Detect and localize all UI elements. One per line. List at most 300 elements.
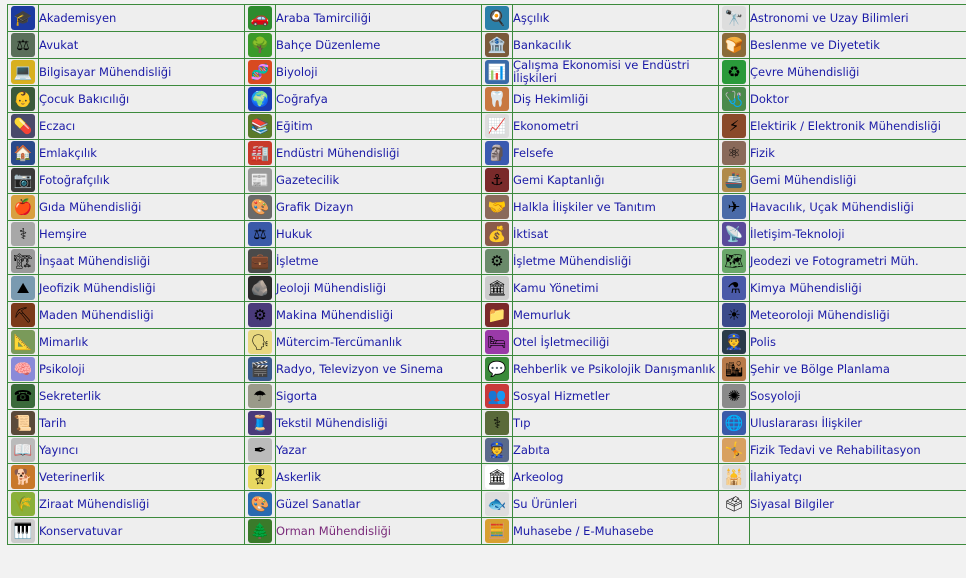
icon-cell [8,275,39,302]
profession-link[interactable]: Bankacılık [513,37,572,52]
doctor-icon[interactable]: 🩺 [722,87,746,111]
dentist-icon[interactable]: 🦷 [485,87,509,111]
icon-cell [245,221,276,248]
icon-cell [719,59,750,86]
profession-link[interactable]: Psikoloji [39,361,85,376]
icon-cell [245,59,276,86]
profession-link[interactable]: Jeoloji Mühendisliği [276,280,387,295]
icon-cell [245,194,276,221]
profession-link[interactable]: Elektirik / Elektronik Mühendisliği [750,118,941,133]
icon-cell [719,86,750,113]
label-cell [276,464,482,491]
profession-link[interactable]: İletişim-Teknoloji [750,226,845,241]
hotel-icon[interactable]: 🛏 [485,330,509,354]
garden-icon[interactable]: 🌳 [248,33,272,57]
icon-cell [8,113,39,140]
military-icon[interactable]: 🎖 [248,465,272,489]
table-row [8,464,966,491]
label-cell [513,518,719,545]
translator-icon[interactable]: 🗣 [248,330,272,354]
label-cell [276,356,482,383]
profession-link[interactable]: İşletme [276,253,319,268]
profession-link[interactable]: İşletme Mühendisliği [513,253,632,268]
icon-cell [482,59,513,86]
public-relations-icon[interactable]: 🤝 [485,195,509,219]
medicine-icon[interactable]: ⚕ [485,411,509,435]
icon-cell [482,140,513,167]
communication-icon[interactable]: 📡 [722,222,746,246]
label-cell [513,329,719,356]
label-cell [513,194,719,221]
icon-cell [245,410,276,437]
media-icon[interactable]: 🎬 [248,357,272,381]
profession-link[interactable]: Siyasal Bilgiler [750,496,835,511]
label-cell [39,437,245,464]
profession-link[interactable]: İktisat [513,226,549,241]
icon-cell [719,410,750,437]
profession-link[interactable]: Doktor [750,91,789,106]
journalism-icon[interactable]: 📰 [248,168,272,192]
label-cell [750,248,966,275]
label-cell [39,32,245,59]
agriculture-icon[interactable]: 🌾 [11,492,35,516]
counseling-icon[interactable]: 💬 [485,357,509,381]
profession-link[interactable]: Maden Mühendisliği [39,307,154,322]
bank-icon[interactable]: 🏦 [485,33,509,57]
physics-icon[interactable]: ⚛ [722,141,746,165]
history-icon[interactable]: 📜 [11,411,35,435]
label-cell [513,464,719,491]
icon-cell [482,356,513,383]
profession-link[interactable]: Grafik Dizayn [276,199,354,214]
profession-link[interactable]: Tıp [513,415,531,430]
label-cell [276,491,482,518]
profession-link[interactable]: Jeodezi ve Fotogrametri Müh. [750,253,919,268]
cook-icon[interactable]: 🍳 [485,6,509,30]
table-row [8,32,966,59]
profession-link[interactable]: Güzel Sanatlar [276,496,361,511]
public-admin-icon[interactable]: 🏛 [485,276,509,300]
table-row [8,59,966,86]
label-cell [276,113,482,140]
publisher-icon[interactable]: 📖 [11,438,35,462]
profession-link[interactable]: Fotoğrafçılık [39,172,110,187]
icon-cell [482,437,513,464]
table-row [8,248,966,275]
education-icon[interactable]: 📚 [248,114,272,138]
label-cell [39,410,245,437]
label-cell [276,221,482,248]
table-row [8,5,966,32]
label-cell [513,302,719,329]
table-row [8,221,966,248]
table-row [8,167,966,194]
icon-cell [8,194,39,221]
icon-cell [8,5,39,32]
table-row [8,86,966,113]
geophysics-icon[interactable]: ⛰ [11,276,35,300]
veterinary-icon[interactable]: 🐕 [11,465,35,489]
profession-link[interactable]: Otel İşletmeciliği [513,334,610,349]
international-icon[interactable]: 🌐 [722,411,746,435]
profession-link[interactable]: Konservatuvar [39,523,123,538]
icon-cell [245,329,276,356]
civil-engineering-icon[interactable]: 🏗 [11,249,35,273]
civil-servant-icon[interactable]: 📁 [485,303,509,327]
icon-cell [482,383,513,410]
icon-cell [245,32,276,59]
icon-cell [482,302,513,329]
philosophy-icon[interactable]: 🗿 [485,141,509,165]
mining-icon[interactable]: ⛏ [11,303,35,327]
label-cell [276,410,482,437]
label-cell [513,113,719,140]
label-cell [39,221,245,248]
profession-link[interactable]: Memurluk [513,307,571,322]
political-science-icon[interactable]: 🗳 [722,492,746,516]
profession-link[interactable]: Sekreterlik [39,388,101,403]
label-cell [39,302,245,329]
geography-icon[interactable]: 🌍 [248,87,272,111]
childcare-icon[interactable]: 👶 [11,87,35,111]
profession-link[interactable]: Ekonometri [513,118,579,133]
icon-cell [719,518,750,545]
icon-cell [719,356,750,383]
icon-cell [8,140,39,167]
icon-cell [482,464,513,491]
profession-link[interactable]: Fizik Tedavi ve Rehabilitasyon [750,442,921,457]
labor-economics-icon[interactable]: 📊 [485,60,509,84]
label-cell [39,491,245,518]
pharmacy-icon[interactable]: 💊 [11,114,35,138]
icon-cell [8,383,39,410]
icon-cell [8,491,39,518]
profession-link[interactable]: Jeofizik Mühendisliği [39,280,156,295]
nutrition-icon[interactable]: 🍞 [722,33,746,57]
icon-cell [8,518,39,545]
recycle-icon[interactable]: ♻ [722,60,746,84]
label-cell [750,410,966,437]
label-cell [750,329,966,356]
icon-cell [245,491,276,518]
profession-link[interactable]: Fizik [750,145,775,160]
profession-link[interactable]: Sigorta [276,388,318,403]
label-cell [276,383,482,410]
icon-cell [8,464,39,491]
profession-link[interactable]: Orman Mühendisliği [276,523,392,538]
biology-icon[interactable]: 🧬 [248,60,272,84]
profession-link[interactable]: Uluslararası İlişkiler [750,415,863,430]
profession-link[interactable]: Veterinerlik [39,469,105,484]
label-cell [513,221,719,248]
profession-link[interactable]: Emlakçılık [39,145,97,160]
icon-cell [245,167,276,194]
profession-link[interactable]: Mütercim-Tercümanlık [276,334,402,349]
economics-icon[interactable]: 💰 [485,222,509,246]
airplane-icon[interactable]: ✈ [722,195,746,219]
profession-link[interactable]: Gemi Kaptanlığı [513,172,605,187]
physiotherapy-icon[interactable]: 🤸 [722,438,746,462]
lawyer-icon[interactable]: ⚖ [11,33,35,57]
icon-cell [8,248,39,275]
conservatory-icon[interactable]: 🎹 [11,519,35,543]
fisheries-icon[interactable]: 🐟 [485,492,509,516]
fine-arts-icon[interactable]: 🎨 [248,492,272,516]
profession-link[interactable]: Zabıta [513,442,550,457]
icon-cell [245,140,276,167]
car-repair-icon[interactable]: 🚗 [248,6,272,30]
econometrics-icon[interactable]: 📈 [485,114,509,138]
profession-link[interactable]: Meteoroloji Mühendisliği [750,307,890,322]
icon-cell [719,491,750,518]
profession-link[interactable]: Felsefe [513,145,554,160]
profession-link[interactable]: Eczacı [39,118,76,133]
icon-cell [719,32,750,59]
captain-icon[interactable]: ⚓ [485,168,509,192]
forestry-icon[interactable]: 🌲 [248,519,272,543]
label-cell [39,113,245,140]
label-cell [750,437,966,464]
icon-cell [719,140,750,167]
profession-link[interactable]: Tarih [39,415,67,430]
electronics-icon[interactable]: ⚡ [722,114,746,138]
profession-link[interactable]: Beslenme ve Diyetetik [750,37,880,52]
label-cell [513,437,719,464]
real-estate-icon[interactable]: 🏠 [11,141,35,165]
label-cell [276,194,482,221]
profession-link[interactable]: İlahiyatçı [750,469,802,484]
label-cell [513,356,719,383]
label-cell [750,32,966,59]
profession-link[interactable]: Akademisyen [39,10,117,25]
icon-cell [719,329,750,356]
profession-link[interactable]: Aşçılık [513,10,550,25]
icon-cell [719,248,750,275]
label-cell [39,194,245,221]
label-cell [513,5,719,32]
label-cell [750,140,966,167]
label-cell [276,167,482,194]
archaeology-icon[interactable]: 🏛 [485,465,509,489]
icon-cell [719,437,750,464]
label-cell [276,86,482,113]
icon-cell [8,437,39,464]
profession-link[interactable]: Biyoloji [276,64,318,79]
profession-link[interactable]: Makina Mühendisliği [276,307,394,322]
icon-cell [8,410,39,437]
profession-link[interactable]: Endüstri Mühendisliği [276,145,400,160]
label-cell [750,167,966,194]
textile-icon[interactable]: 🧵 [248,411,272,435]
label-cell [276,59,482,86]
mechanical-icon[interactable]: ⚙ [248,303,272,327]
label-cell [750,275,966,302]
writer-icon[interactable]: ✒ [248,438,272,462]
label-cell [750,302,966,329]
psychology-icon[interactable]: 🧠 [11,357,35,381]
icon-cell [245,113,276,140]
label-cell [513,275,719,302]
theology-icon[interactable]: 🕌 [722,465,746,489]
icon-cell [482,518,513,545]
police-icon[interactable]: 👮 [722,330,746,354]
table-row [8,356,966,383]
profession-link[interactable]: Avukat [39,37,79,52]
label-cell [276,518,482,545]
label-cell [276,302,482,329]
camera-icon[interactable]: 📷 [11,168,35,192]
icon-cell [719,464,750,491]
label-cell [750,59,966,86]
profession-link[interactable]: Çalışma Ekonomisi ve Endüstri İlişkileri [513,58,690,85]
secretary-icon[interactable]: ☎ [11,384,35,408]
profession-link[interactable]: Hukuk [276,226,313,241]
icon-cell [245,383,276,410]
table-row [8,302,966,329]
profession-link[interactable]: Bahçe Düzenleme [276,37,381,52]
profession-link[interactable]: Rehberlik ve Psikolojik Danışmanlık [513,361,716,376]
profession-link[interactable]: Muhasebe / E-Muhasebe [513,523,654,538]
icon-cell [719,221,750,248]
label-cell [750,194,966,221]
profession-link[interactable]: İnşaat Mühendisliği [39,253,151,268]
sociology-icon[interactable]: ✺ [722,384,746,408]
graphic-design-icon[interactable]: 🎨 [248,195,272,219]
label-cell [750,86,966,113]
nurse-icon[interactable]: ⚕ [11,222,35,246]
label-cell [750,221,966,248]
icon-cell [8,302,39,329]
table-row [8,140,966,167]
city-planning-icon[interactable]: 🏙 [722,357,746,381]
profession-link[interactable]: Su Ürünleri [513,496,578,511]
profession-link[interactable]: Arkeolog [513,469,564,484]
social-services-icon[interactable]: 👥 [485,384,509,408]
profession-link[interactable]: Astronomi ve Uzay Bilimleri [750,10,909,25]
table-row [8,194,966,221]
icon-cell [719,113,750,140]
profession-link[interactable]: Sosyoloji [750,388,801,403]
accounting-icon[interactable]: 🧮 [485,519,509,543]
profession-link[interactable]: Havacılık, Uçak Mühendisliği [750,199,914,214]
profession-link[interactable]: Gemi Mühendisliği [750,172,857,187]
profession-link[interactable]: Ziraat Mühendisliği [39,496,150,511]
profession-link[interactable]: Diş Hekimliği [513,91,589,106]
icon-cell [245,275,276,302]
icon-cell [245,5,276,32]
profession-link[interactable]: Yazar [276,442,307,457]
icon-cell [245,86,276,113]
weather-icon[interactable]: ☀ [722,303,746,327]
label-cell [39,356,245,383]
icon-cell [482,5,513,32]
table-row [8,437,966,464]
computer-icon[interactable]: 💻 [11,60,35,84]
icon-cell [245,302,276,329]
professions-table [7,4,966,545]
icon-cell [482,167,513,194]
label-cell [276,437,482,464]
geodesy-icon[interactable]: 🗺 [722,249,746,273]
icon-cell [482,329,513,356]
label-cell [750,356,966,383]
icon-cell [719,194,750,221]
geology-icon[interactable]: 🪨 [248,276,272,300]
label-cell [276,140,482,167]
profession-link[interactable]: Yayıncı [39,442,79,457]
insurance-icon[interactable]: ☂ [248,384,272,408]
profession-link[interactable]: Polis [750,334,776,349]
icon-cell [8,221,39,248]
label-cell [276,248,482,275]
astronomy-icon[interactable]: 🔭 [722,6,746,30]
profession-link[interactable]: Askerlik [276,469,321,484]
profession-link[interactable]: Şehir ve Bölge Planlama [750,361,890,376]
label-cell [39,518,245,545]
academic-icon[interactable]: 🎓 [11,6,35,30]
label-cell [39,383,245,410]
profession-link[interactable]: Çocuk Bakıcılığı [39,91,130,106]
icon-cell [8,32,39,59]
label-cell [39,5,245,32]
icon-cell [719,383,750,410]
profession-link[interactable]: Tekstil Mühendisliği [276,415,388,430]
law-icon[interactable]: ⚖ [248,222,272,246]
profession-link[interactable]: Halkla İlişkiler ve Tanıtım [513,199,656,214]
architecture-icon[interactable]: 📐 [11,330,35,354]
label-cell [39,464,245,491]
label-cell [750,464,966,491]
icon-cell [245,464,276,491]
icon-cell [719,5,750,32]
profession-link[interactable]: Araba Tamirciliği [276,10,372,25]
icon-cell [8,356,39,383]
icon-cell [8,329,39,356]
label-cell [276,5,482,32]
profession-link[interactable]: Eğitim [276,118,313,133]
profession-link[interactable]: Hemşire [39,226,87,241]
profession-link[interactable]: Sosyal Hizmetler [513,388,610,403]
profession-link[interactable]: Kamu Yönetimi [513,280,599,295]
label-cell [39,275,245,302]
business-engineering-icon[interactable]: ⚙ [485,249,509,273]
label-cell [39,329,245,356]
business-icon[interactable]: 💼 [248,249,272,273]
profession-link[interactable]: Mimarlık [39,334,89,349]
industrial-icon[interactable]: 🏭 [248,141,272,165]
profession-link[interactable]: Bilgisayar Mühendisliği [39,64,172,79]
profession-link[interactable]: Coğrafya [276,91,328,106]
municipal-police-icon[interactable]: 👮 [485,438,509,462]
table-row [8,491,966,518]
label-cell [39,140,245,167]
label-cell [513,491,719,518]
chemistry-icon[interactable]: ⚗ [722,276,746,300]
icon-cell [482,248,513,275]
label-cell [39,167,245,194]
profession-link[interactable]: Radyo, Televizyon ve Sinema [276,361,444,376]
label-cell [513,59,719,86]
ship-icon[interactable]: 🚢 [722,168,746,192]
label-cell [39,86,245,113]
profession-link[interactable]: Kimya Mühendisliği [750,280,862,295]
icon-cell [8,59,39,86]
profession-link[interactable]: Çevre Mühendisliği [750,64,860,79]
table-row [8,383,966,410]
food-icon[interactable]: 🍎 [11,195,35,219]
profession-link[interactable]: Gıda Mühendisliği [39,199,142,214]
profession-link[interactable]: Gazetecilik [276,172,340,187]
